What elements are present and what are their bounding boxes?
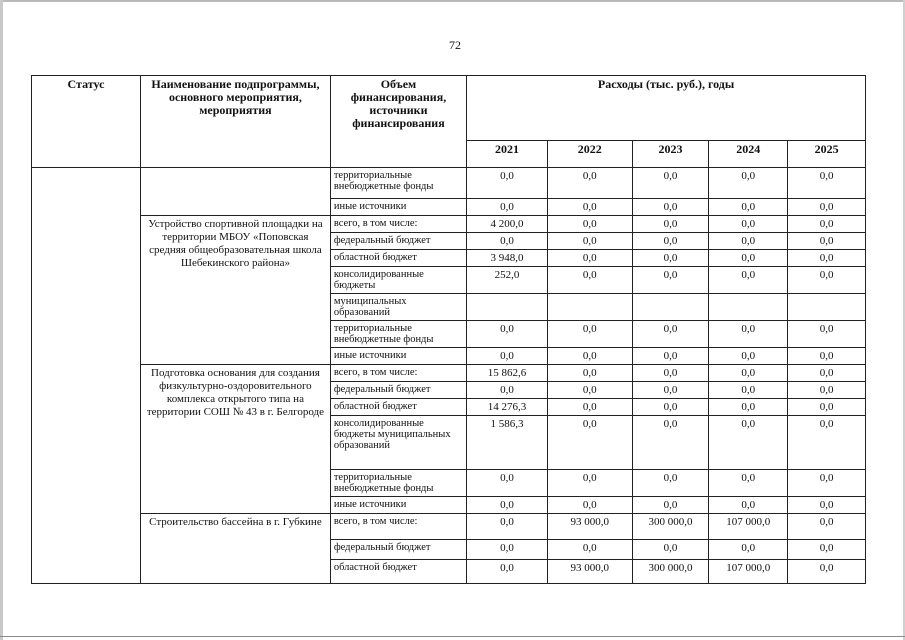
amount-cell: 107 000,0 xyxy=(709,514,788,540)
amount-cell: 0,0 xyxy=(632,199,709,216)
amount-cell: 0,0 xyxy=(709,321,788,348)
amount-cell: 0,0 xyxy=(547,540,632,560)
amount-cell: 0,0 xyxy=(547,348,632,365)
status-cell xyxy=(32,168,141,584)
amount-cell: 0,0 xyxy=(709,168,788,199)
amount-cell: 107 000,0 xyxy=(709,560,788,584)
amount-cell: 0,0 xyxy=(709,470,788,497)
amount-cell xyxy=(632,294,709,321)
amount-cell: 0,0 xyxy=(547,416,632,470)
amount-cell: 93 000,0 xyxy=(547,560,632,584)
amount-cell: 0,0 xyxy=(547,382,632,399)
amount-cell: 0,0 xyxy=(788,233,866,250)
amount-cell: 0,0 xyxy=(709,416,788,470)
header-volume: Объем финансирования, источники финансирования xyxy=(330,76,466,168)
funding-source: федеральный бюджет xyxy=(330,540,466,560)
amount-cell: 0,0 xyxy=(467,168,548,199)
amount-cell: 0,0 xyxy=(467,233,548,250)
amount-cell: 0,0 xyxy=(632,168,709,199)
amount-cell: 0,0 xyxy=(632,470,709,497)
header-name: Наименование подпрограммы, основного мероприятия, мероприятия xyxy=(141,76,331,168)
funding-source: иные источники xyxy=(330,348,466,365)
amount-cell: 3 948,0 xyxy=(467,250,548,267)
amount-cell: 0,0 xyxy=(467,199,548,216)
amount-cell: 0,0 xyxy=(788,560,866,584)
amount-cell: 0,0 xyxy=(788,348,866,365)
scan-edge-bottom xyxy=(0,636,905,637)
amount-cell: 93 000,0 xyxy=(547,514,632,540)
header-year: 2025 xyxy=(788,141,866,168)
amount-cell: 0,0 xyxy=(547,365,632,382)
amount-cell: 0,0 xyxy=(632,216,709,233)
amount-cell: 0,0 xyxy=(467,497,548,514)
amount-cell: 0,0 xyxy=(467,321,548,348)
header-year: 2024 xyxy=(709,141,788,168)
amount-cell: 0,0 xyxy=(467,348,548,365)
amount-cell: 0,0 xyxy=(709,233,788,250)
amount-cell: 0,0 xyxy=(709,497,788,514)
amount-cell: 0,0 xyxy=(788,199,866,216)
amount-cell: 0,0 xyxy=(632,233,709,250)
amount-cell: 1 586,3 xyxy=(467,416,548,470)
header-year: 2022 xyxy=(547,141,632,168)
funding-source: консолидированные бюджеты xyxy=(330,267,466,294)
amount-cell: 0,0 xyxy=(788,321,866,348)
amount-cell: 0,0 xyxy=(632,497,709,514)
amount-cell: 0,0 xyxy=(547,168,632,199)
funding-source: областной бюджет xyxy=(330,250,466,267)
scan-edge-left xyxy=(0,0,3,640)
amount-cell: 0,0 xyxy=(547,399,632,416)
table-row xyxy=(32,168,866,199)
amount-cell: 0,0 xyxy=(788,514,866,540)
amount-cell: 0,0 xyxy=(467,540,548,560)
amount-cell xyxy=(788,294,866,321)
amount-cell: 0,0 xyxy=(788,267,866,294)
amount-cell: 0,0 xyxy=(709,540,788,560)
amount-cell xyxy=(547,294,632,321)
amount-cell: 0,0 xyxy=(632,267,709,294)
amount-cell: 0,0 xyxy=(467,470,548,497)
amount-cell: 0,0 xyxy=(788,497,866,514)
table-row xyxy=(32,365,866,382)
table-row xyxy=(32,216,866,233)
amount-cell: 0,0 xyxy=(709,199,788,216)
funding-source: всего, в том числе: xyxy=(330,216,466,233)
amount-cell: 0,0 xyxy=(467,382,548,399)
activity-name: Строительство бассейна в г. Губкине xyxy=(141,514,331,584)
funding-source: федеральный бюджет xyxy=(330,233,466,250)
amount-cell: 0,0 xyxy=(709,348,788,365)
header-row xyxy=(32,76,866,141)
amount-cell: 0,0 xyxy=(547,216,632,233)
amount-cell: 14 276,3 xyxy=(467,399,548,416)
header-status: Статус xyxy=(32,76,141,168)
amount-cell: 0,0 xyxy=(632,365,709,382)
amount-cell xyxy=(467,294,548,321)
amount-cell: 0,0 xyxy=(709,365,788,382)
funding-source: территориальные внебюджетные фонды xyxy=(330,168,466,199)
amount-cell: 0,0 xyxy=(632,321,709,348)
amount-cell: 0,0 xyxy=(632,416,709,470)
funding-source: территориальные внебюджетные фонды xyxy=(330,470,466,497)
amount-cell: 0,0 xyxy=(547,250,632,267)
amount-cell: 0,0 xyxy=(547,470,632,497)
amount-cell: 0,0 xyxy=(788,168,866,199)
activity-name: Подготовка основания для создания физкультурно-оздоровительного комплекса открытого типа на территории СОШ № 43 в г. Белгороде xyxy=(141,365,331,514)
table-header xyxy=(32,76,866,168)
activity-name xyxy=(141,168,331,216)
amount-cell: 0,0 xyxy=(788,382,866,399)
amount-cell: 0,0 xyxy=(788,216,866,233)
amount-cell xyxy=(709,294,788,321)
funding-source: федеральный бюджет xyxy=(330,382,466,399)
funding-source: областной бюджет xyxy=(330,560,466,584)
amount-cell: 0,0 xyxy=(467,560,548,584)
budget-table xyxy=(31,75,866,584)
funding-source: областной бюджет xyxy=(330,399,466,416)
amount-cell: 0,0 xyxy=(709,382,788,399)
amount-cell: 0,0 xyxy=(467,514,548,540)
amount-cell: 300 000,0 xyxy=(632,560,709,584)
amount-cell: 0,0 xyxy=(788,416,866,470)
table-body xyxy=(32,168,866,584)
funding-source: консолидированные бюджеты муниципальных образований xyxy=(330,416,466,470)
scan-edge-top xyxy=(0,0,905,2)
amount-cell: 300 000,0 xyxy=(632,514,709,540)
amount-cell: 0,0 xyxy=(547,267,632,294)
activity-name: Устройство спортивной площадки на территории МБОУ «Поповская средняя общеобразовательная школа Шебекинского района» xyxy=(141,216,331,365)
amount-cell: 0,0 xyxy=(788,250,866,267)
header-expenses: Расходы (тыс. руб.), годы xyxy=(467,76,866,141)
amount-cell: 0,0 xyxy=(788,365,866,382)
funding-source: муниципальных образований xyxy=(330,294,466,321)
table-row xyxy=(32,514,866,540)
amount-cell: 0,0 xyxy=(547,497,632,514)
funding-source: иные источники xyxy=(330,497,466,514)
amount-cell: 0,0 xyxy=(547,199,632,216)
funding-source: территориальные внебюджетные фонды xyxy=(330,321,466,348)
amount-cell: 0,0 xyxy=(709,267,788,294)
amount-cell: 0,0 xyxy=(547,233,632,250)
header-year: 2023 xyxy=(632,141,709,168)
amount-cell: 0,0 xyxy=(632,382,709,399)
amount-cell: 4 200,0 xyxy=(467,216,548,233)
amount-cell: 0,0 xyxy=(709,216,788,233)
amount-cell: 0,0 xyxy=(788,399,866,416)
amount-cell: 0,0 xyxy=(632,540,709,560)
amount-cell: 0,0 xyxy=(788,540,866,560)
amount-cell: 0,0 xyxy=(632,348,709,365)
funding-source: всего, в том числе: xyxy=(330,365,466,382)
amount-cell: 0,0 xyxy=(632,250,709,267)
page-number: 72 xyxy=(449,38,461,52)
amount-cell: 15 862,6 xyxy=(467,365,548,382)
amount-cell: 252,0 xyxy=(467,267,548,294)
funding-source: всего, в том числе: xyxy=(330,514,466,540)
amount-cell: 0,0 xyxy=(632,399,709,416)
funding-source: иные источники xyxy=(330,199,466,216)
amount-cell: 0,0 xyxy=(709,399,788,416)
amount-cell: 0,0 xyxy=(788,470,866,497)
amount-cell: 0,0 xyxy=(547,321,632,348)
header-year: 2021 xyxy=(467,141,548,168)
amount-cell: 0,0 xyxy=(709,250,788,267)
